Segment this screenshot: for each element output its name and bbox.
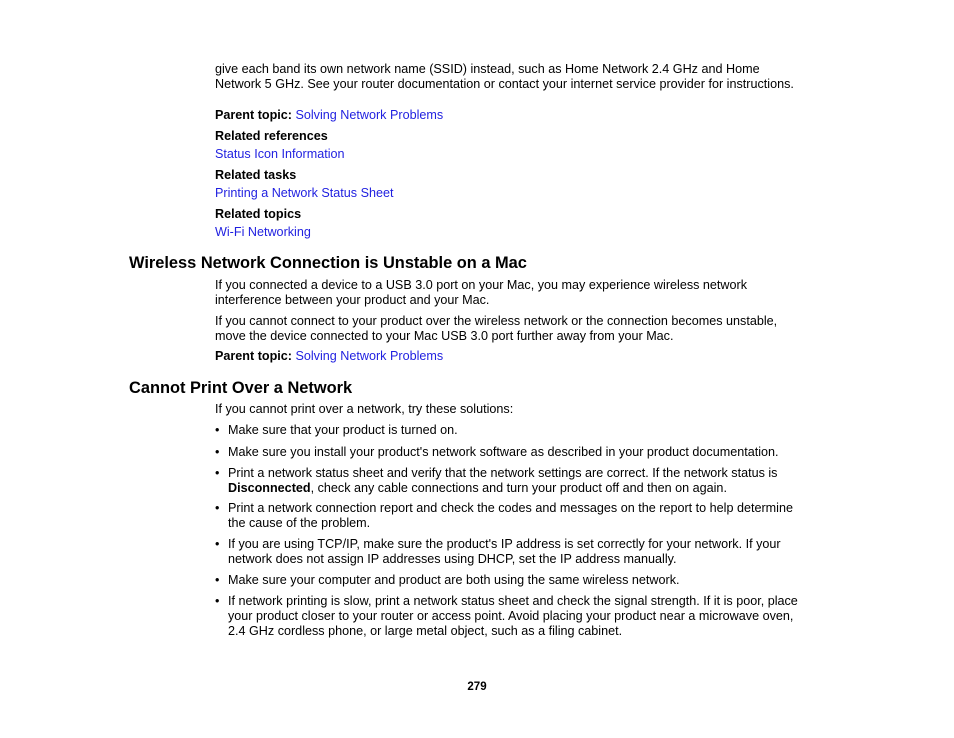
section1-parent-topic-label: Parent topic: xyxy=(215,349,292,363)
related-tasks-link-line xyxy=(215,186,835,201)
page-number: 279 xyxy=(467,681,487,693)
bullet-4-line-1: Print a network connection report and check the codes and messages on the report to help determine xyxy=(228,501,793,515)
bullet-text xyxy=(228,594,828,639)
bullet-text xyxy=(228,466,828,496)
bullet-marker: • xyxy=(215,537,220,551)
bullet-3-line-1: Print a network status sheet and verify that the network settings are correct. If the network status is xyxy=(228,466,778,480)
intro-paragraph xyxy=(215,62,835,92)
parent-topic-line xyxy=(215,108,835,123)
disconnected-status-text: Disconnected xyxy=(228,481,311,495)
section1-p2-line-2: move the device connected to your Mac USB 3.0 port further away from your Mac. xyxy=(215,329,674,343)
parent-topic-link[interactable]: Solving Network Problems xyxy=(295,108,444,122)
bullet-text xyxy=(228,537,828,567)
intro-line-1: give each band its own network name (SSID) instead, such as Home Network 2.4 GHz and Home xyxy=(215,62,760,76)
related-topics-label: Related topics xyxy=(215,207,302,221)
printing-network-status-sheet-link[interactable]: Printing a Network Status Sheet xyxy=(215,186,394,200)
bullet-text: Make sure you install your product's network software as described in your product documentation. xyxy=(228,445,779,459)
bullet-7-line-2: your product closer to your router or access point. Avoid placing your product near a microwave oven, xyxy=(228,609,794,623)
related-topics-link-line xyxy=(215,225,835,240)
section-heading-wireless-unstable: Wireless Network Connection is Unstable on a Mac xyxy=(129,254,527,272)
section1-p1-line-2: interference between your product and your Mac. xyxy=(215,293,490,307)
section1-p1-line-1: If you connected a device to a USB 3.0 port on your Mac, you may experience wireless network xyxy=(215,278,748,292)
bullet-marker: • xyxy=(215,594,220,608)
status-icon-information-link[interactable]: Status Icon Information xyxy=(215,147,345,161)
bullet-3-line-2-rest: , check any cable connections and turn your product off and then on again. xyxy=(310,481,727,495)
bullet-7-line-1: If network printing is slow, print a network status sheet and check the signal strength. If it is poor, place xyxy=(228,594,798,608)
bullet-5-line-2: network does not assign IP addresses using DHCP, set the IP address manually. xyxy=(228,552,677,566)
related-tasks-label: Related tasks xyxy=(215,168,297,182)
intro-line-2: Network 5 GHz. See your router documentation or contact your internet service provider for instructions. xyxy=(215,77,794,91)
section1-parent-topic-link[interactable]: Solving Network Problems xyxy=(295,349,444,363)
section-heading-cannot-print: Cannot Print Over a Network xyxy=(129,379,353,397)
bullet-marker: • xyxy=(215,423,220,437)
section1-p2-line-1: If you cannot connect to your product over the wireless network or the connection becomes unstable, xyxy=(215,314,778,328)
section2-intro: If you cannot print over a network, try these solutions: xyxy=(215,402,514,416)
bullet-marker: • xyxy=(215,445,220,459)
section1-parent-topic-line xyxy=(215,349,835,364)
bullet-5-line-1: If you are using TCP/IP, make sure the product's IP address is set correctly for your network. If your xyxy=(228,537,781,551)
bullet-text xyxy=(228,501,828,531)
related-references-label: Related references xyxy=(215,129,328,143)
bullet-4-line-2: the cause of the problem. xyxy=(228,516,371,530)
bullet-marker: • xyxy=(215,573,220,587)
bullet-text: Make sure your computer and product are both using the same wireless network. xyxy=(228,573,680,587)
bullet-text: Make sure that your product is turned on. xyxy=(228,423,458,437)
related-references-link-line xyxy=(215,147,835,162)
section1-paragraph-1 xyxy=(215,278,835,308)
wifi-networking-link[interactable]: Wi-Fi Networking xyxy=(215,225,311,239)
bullet-7-line-3: 2.4 GHz cordless phone, or large metal object, such as a filing cabinet. xyxy=(228,624,623,638)
bullet-3-line-2 xyxy=(228,481,828,496)
bullet-marker: • xyxy=(215,501,220,515)
bullet-marker: • xyxy=(215,466,220,480)
section1-paragraph-2 xyxy=(215,314,835,344)
parent-topic-label: Parent topic: xyxy=(215,108,292,122)
